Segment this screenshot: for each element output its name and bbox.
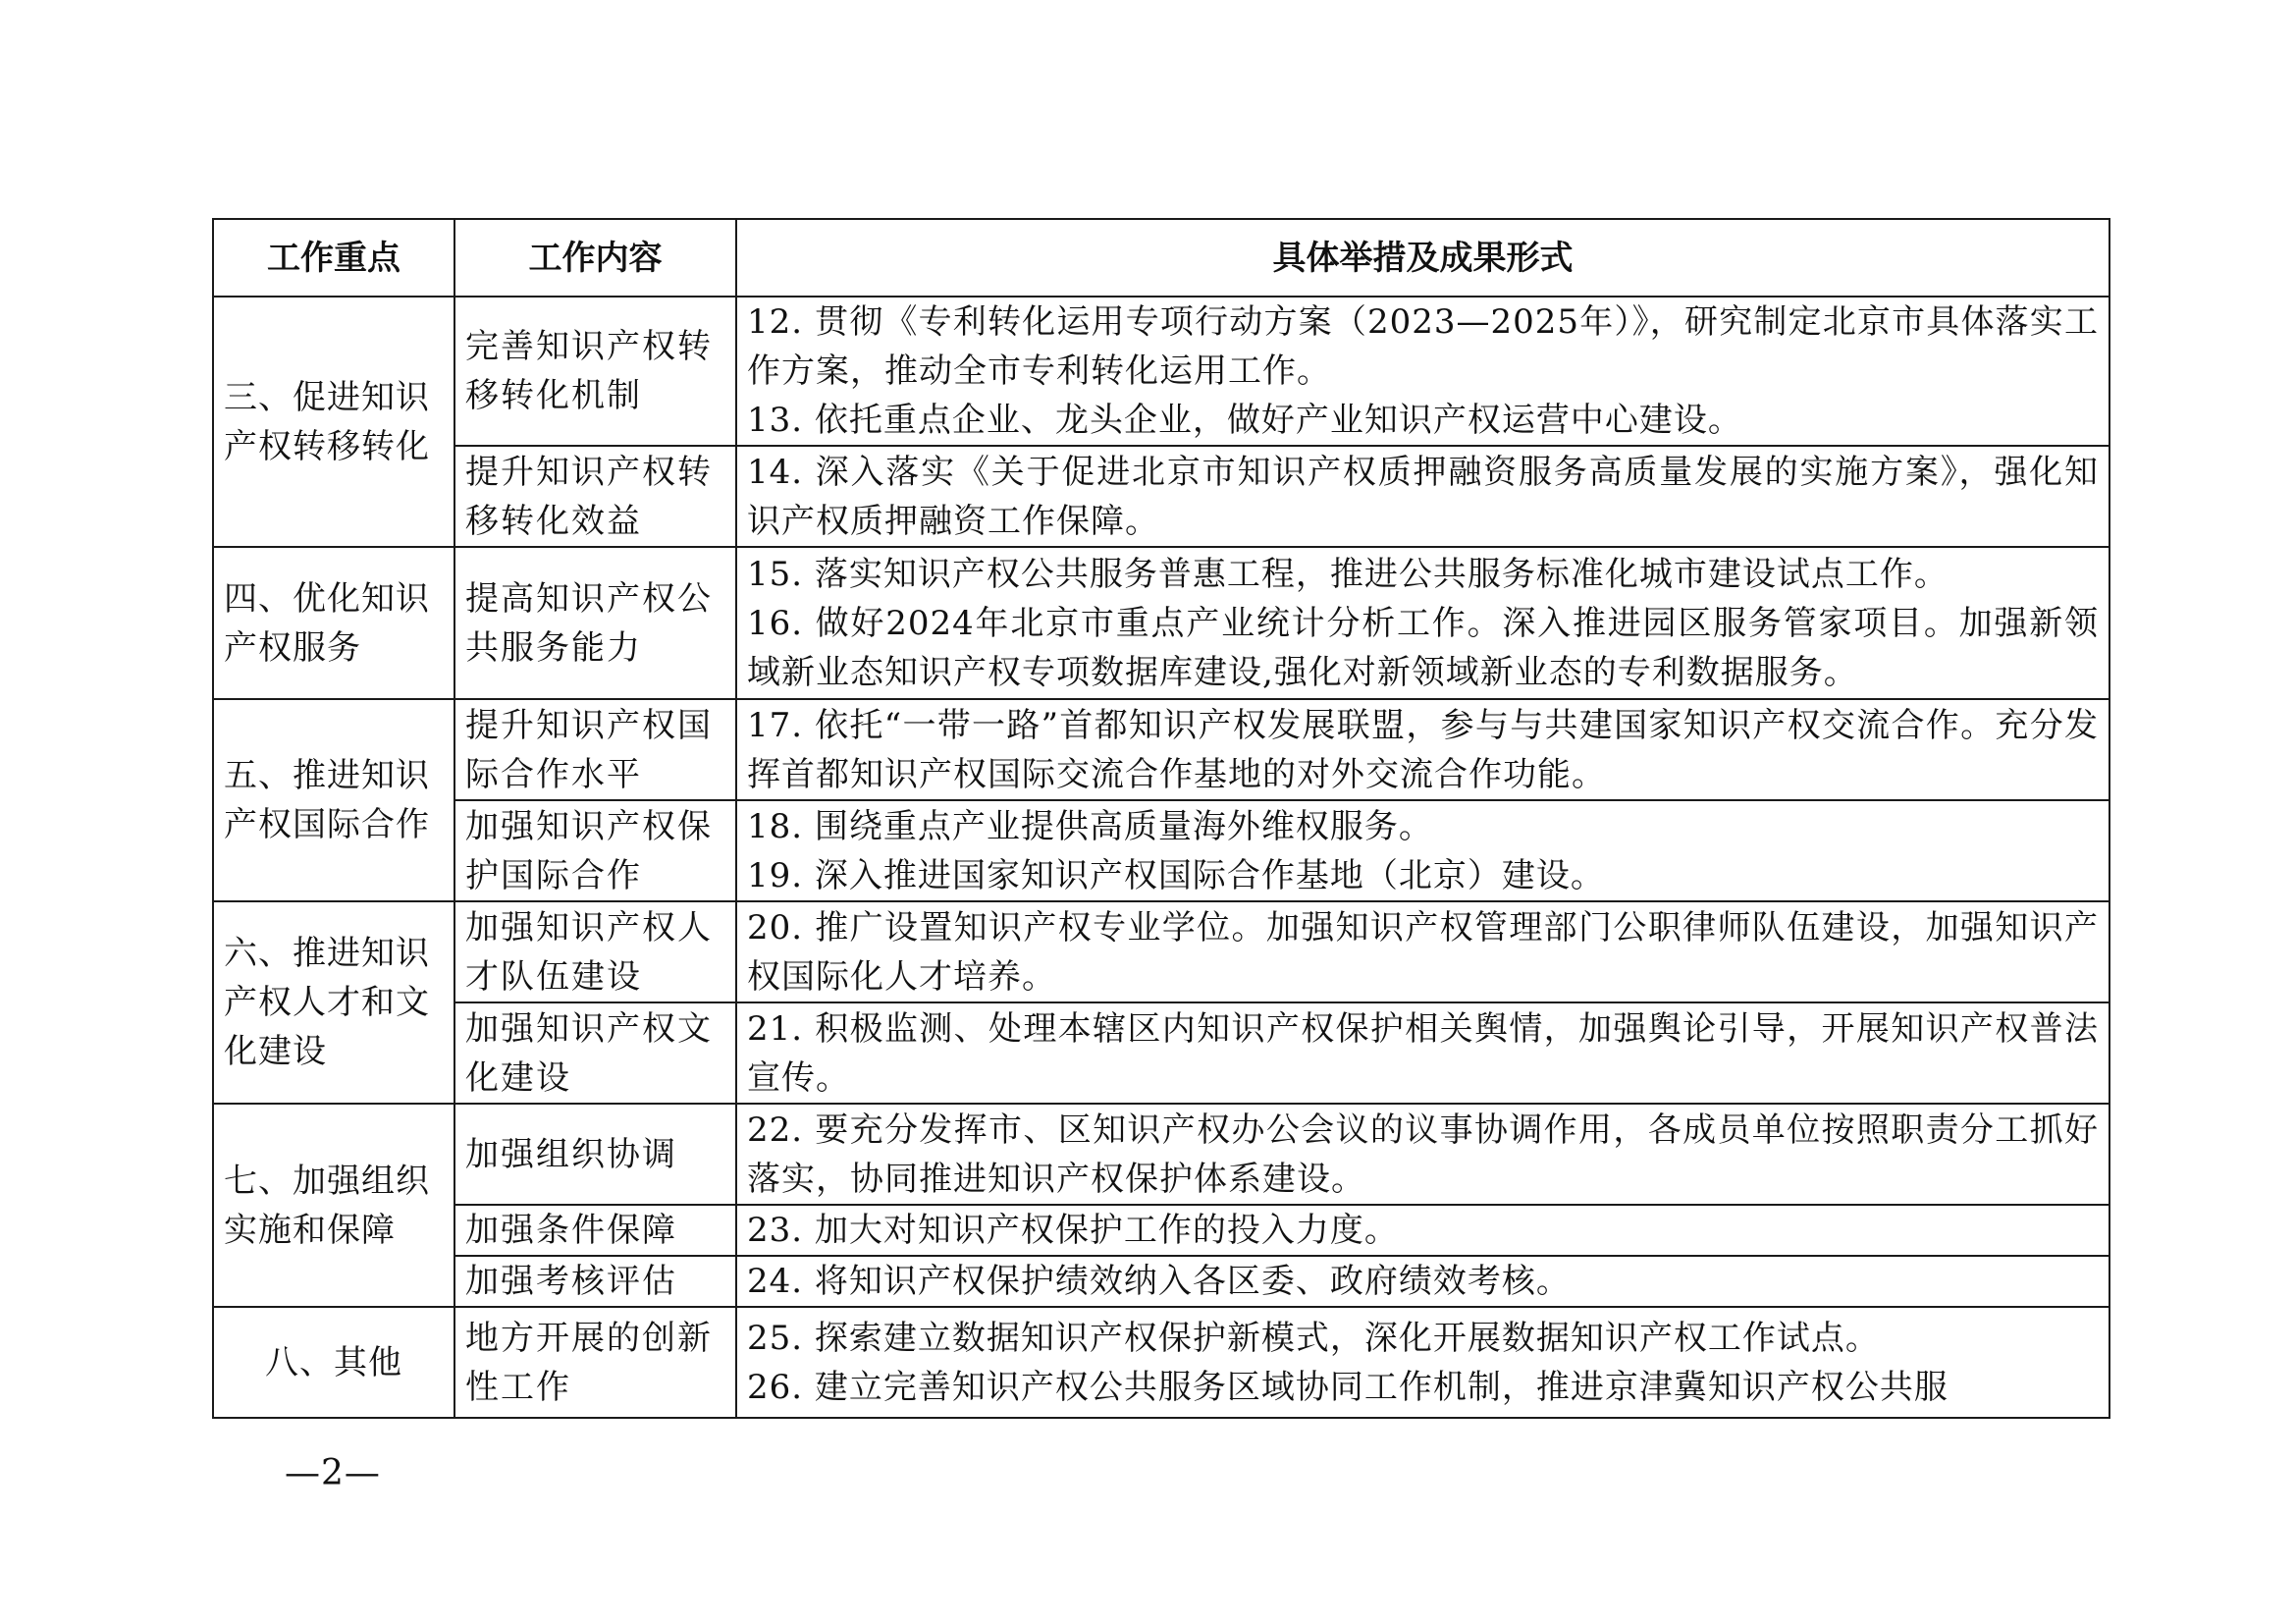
focus-cell: 四、优化知识产权服务 xyxy=(213,547,454,699)
content-cell: 加强知识产权文化建设 xyxy=(454,1002,736,1104)
measures-cell xyxy=(736,1104,2109,1205)
content-cell: 加强知识产权保护国际合作 xyxy=(454,800,736,901)
measures-cell xyxy=(736,1205,2109,1256)
measures-cell xyxy=(736,800,2109,901)
table-row xyxy=(213,1256,2109,1307)
measure-item: 23. 加大对知识产权保护工作的投入力度。 xyxy=(747,1211,1399,1250)
content-cell: 提升知识产权国际合作水平 xyxy=(454,699,736,800)
header-measures: 具体举措及成果形式 xyxy=(736,219,2109,297)
measure-item: 17. 依托“一带一路”首都知识产权发展联盟，参与与共建国家知识产权交流合作。充分发挥首都知识产权国际交流合作基地的对外交流合作功能。 xyxy=(747,705,2099,794)
measures-cell xyxy=(736,901,2109,1002)
measures-cell xyxy=(736,547,2109,699)
table-row xyxy=(213,901,2109,1002)
measures-cell xyxy=(736,699,2109,800)
focus-cell: 五、推进知识产权国际合作 xyxy=(213,699,454,901)
content-cell: 地方开展的创新性工作 xyxy=(454,1307,736,1418)
measure-item: 24. 将知识产权保护绩效纳入各区委、政府绩效考核。 xyxy=(747,1262,1571,1301)
measure-item: 13. 依托重点企业、龙头企业，做好产业知识产权运营中心建设。 xyxy=(747,401,1742,440)
measures-cell xyxy=(736,1307,2109,1418)
content-cell: 加强考核评估 xyxy=(454,1256,736,1307)
header-content: 工作内容 xyxy=(454,219,736,297)
measure-item: 18. 围绕重点产业提供高质量海外维权服务。 xyxy=(747,806,1433,846)
measure-item: 20. 推广设置知识产权专业学位。加强知识产权管理部门公职律师队伍建设，加强知识产权国际化人才培养。 xyxy=(747,907,2099,997)
table-row xyxy=(213,800,2109,901)
content-cell: 完善知识产权转移转化机制 xyxy=(454,297,736,446)
measure-item: 21. 积极监测、处理本辖区内知识产权保护相关舆情，加强舆论引导，开展知识产权普法宣传。 xyxy=(747,1008,2099,1098)
page-number: —2— xyxy=(285,1453,381,1493)
measure-item: 12. 贯彻《专利转化运用专项行动方案（2023—2025年）》，研究制定北京市具体落实工作方案，推动全市专利转化运用工作。 xyxy=(747,302,2099,391)
measure-item: 25. 探索建立数据知识产权保护新模式，深化开展数据知识产权工作试点。 xyxy=(747,1318,1880,1358)
measures-cell xyxy=(736,297,2109,446)
measure-item: 15. 落实知识产权公共服务普惠工程，推进公共服务标准化城市建设试点工作。 xyxy=(747,554,1949,594)
table-row xyxy=(213,1104,2109,1205)
focus-cell: 三、促进知识产权转移转化 xyxy=(213,297,454,547)
measures-cell xyxy=(736,446,2109,547)
measure-item: 14. 深入落实《关于促进北京市知识产权质押融资服务高质量发展的实施方案》，强化知识产权质押融资工作保障。 xyxy=(747,452,2099,541)
content-cell: 加强条件保障 xyxy=(454,1205,736,1256)
table-row xyxy=(213,547,2109,699)
table-header-row xyxy=(213,219,2109,297)
measure-item: 22. 要充分发挥市、区知识产权办公会议的议事协调作用，各成员单位按照职责分工抓好落实，协同推进知识产权保护体系建设。 xyxy=(747,1110,2099,1199)
measure-item: 19. 深入推进国家知识产权国际合作基地（北京）建设。 xyxy=(747,855,1605,895)
table-row xyxy=(213,1205,2109,1256)
table-row xyxy=(213,1307,2109,1418)
measure-item: 26. 建立完善知识产权公共服务区域协同工作机制，推进京津冀知识产权公共服 xyxy=(747,1367,1949,1407)
measure-item: 16. 做好2024年北京市重点产业统计分析工作。深入推进园区服务管家项目。加强新领域新业态知识产权专项数据库建设,强化对新领域新业态的专利数据服务。 xyxy=(747,603,2099,692)
focus-cell: 六、推进知识产权人才和文化建设 xyxy=(213,901,454,1104)
focus-cell: 七、加强组织实施和保障 xyxy=(213,1104,454,1307)
table-row xyxy=(213,446,2109,547)
focus-cell: 八、其他 xyxy=(213,1307,454,1418)
measures-cell xyxy=(736,1002,2109,1104)
content-cell: 提升知识产权转移转化效益 xyxy=(454,446,736,547)
header-focus: 工作重点 xyxy=(213,219,454,297)
content-cell: 加强知识产权人才队伍建设 xyxy=(454,901,736,1002)
table-row xyxy=(213,297,2109,446)
table-row xyxy=(213,1002,2109,1104)
measures-cell xyxy=(736,1256,2109,1307)
table-row xyxy=(213,699,2109,800)
content-cell: 提高知识产权公共服务能力 xyxy=(454,547,736,699)
content-cell: 加强组织协调 xyxy=(454,1104,736,1205)
measures-table xyxy=(212,218,2110,1419)
